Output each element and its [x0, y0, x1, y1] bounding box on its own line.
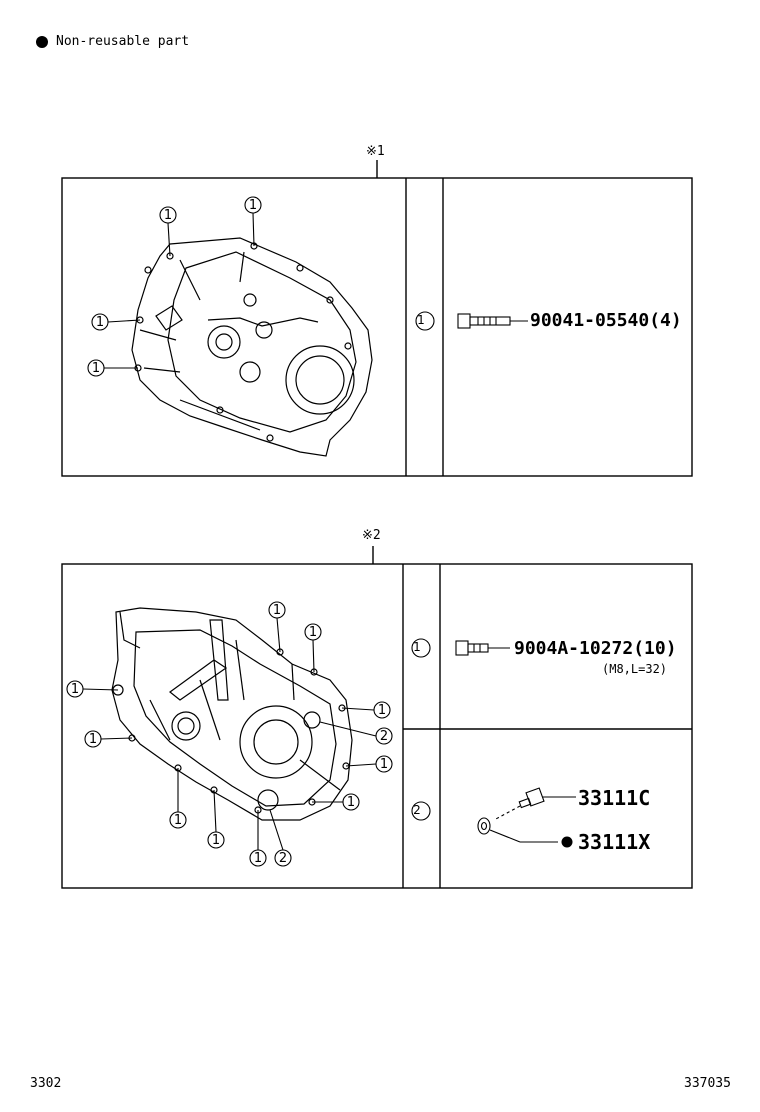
s2-callout-12: 2	[278, 851, 288, 866]
s1-callout-3: 1	[95, 315, 105, 330]
drain-plug-icon	[494, 788, 576, 820]
s2-part-spec: (M8,L=32)	[602, 662, 668, 676]
s2-callout-9: 1	[346, 795, 356, 810]
s2-callout-2: 1	[308, 625, 318, 640]
s2-part-number-2: 33111C	[578, 786, 651, 810]
s1-callout-2: 1	[248, 198, 258, 213]
s2-callout-1: 1	[272, 603, 282, 618]
s1-row-key: 1	[417, 313, 425, 327]
s1-callout-4: 1	[91, 361, 101, 376]
section2-marker: ※2	[362, 528, 381, 543]
s2-callout-5: 1	[88, 732, 98, 747]
s1-part-number: 90041-05540(4)	[530, 310, 682, 331]
s2-callout-4: 1	[377, 703, 387, 718]
s2-callout-11: 1	[253, 851, 263, 866]
footer-right-code: 337035	[684, 1076, 731, 1091]
s2-callout-10: 1	[211, 833, 221, 848]
s2-callout-8: 1	[173, 813, 183, 828]
non-reusable-mark-icon	[562, 837, 573, 848]
s2-callout-6: 2	[379, 729, 389, 744]
transaxle-housing-drawing	[132, 238, 372, 456]
s1-callout-1: 1	[163, 208, 173, 223]
s2-callout-7: 1	[379, 757, 389, 772]
legend-label: Non-reusable part	[56, 34, 190, 49]
s2-row1-key: 1	[413, 640, 421, 654]
s2-part-number-3: 33111X	[578, 830, 651, 854]
section1-marker: ※1	[366, 144, 385, 159]
s2-part-number-1: 9004A-10272(10)	[514, 638, 677, 659]
bolt-icon-2	[456, 641, 510, 655]
s2-row2-key: 2	[413, 803, 421, 817]
bolt-icon	[458, 314, 528, 328]
s2-callout-3: 1	[70, 682, 80, 697]
gasket-icon	[478, 818, 558, 842]
footer-left-code: 3302	[30, 1076, 62, 1091]
